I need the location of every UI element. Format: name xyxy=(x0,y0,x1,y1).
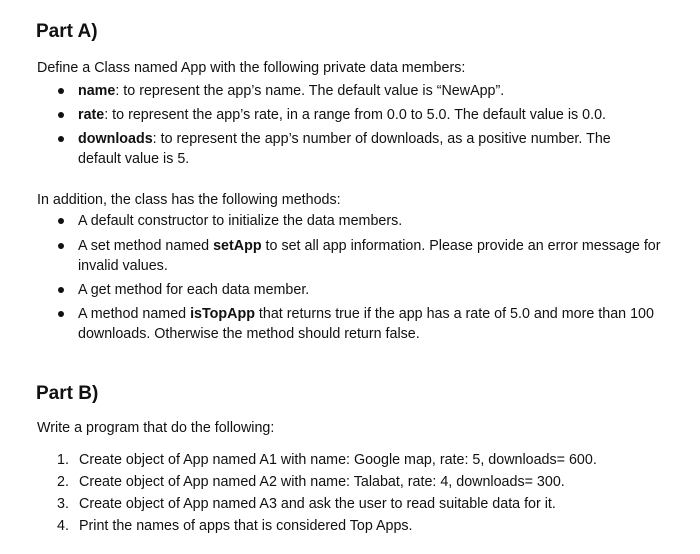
list-item-downloads: downloads: to represent the app’s number of downloads, as a positive number. The default value is 5. xyxy=(56,129,656,169)
steps-list xyxy=(57,450,677,536)
part-b-intro: Write a program that do the following: xyxy=(37,420,275,436)
methods-list xyxy=(56,211,686,344)
part-a-intro: Define a Class named App with the following private data members: xyxy=(37,60,466,76)
list-item-step-2: 2. Create object of App named A2 with name: Talabat, rate: 4, downloads= 300. xyxy=(57,474,565,490)
part-b-heading: Part B) xyxy=(36,383,99,404)
list-item-constructor: A default constructor to initialize the data members. xyxy=(56,211,686,231)
list-item-step-1: 1. Create object of App named A1 with name: Google map, rate: 5, downloads= 600. xyxy=(57,452,597,468)
list-item-getters: A get method for each data member. xyxy=(56,280,686,300)
methods-intro: In addition, the class has the following methods: xyxy=(37,192,341,208)
list-item-istopapp: A method named isTopApp that returns true if the app has a rate of 5.0 and more than 100 downloads. Otherwise the method should return false. xyxy=(56,304,686,344)
list-item-name: name: to represent the app’s name. The default value is “NewApp”. xyxy=(56,81,656,101)
list-item-rate: rate: to represent the app’s rate, in a range from 0.0 to 5.0. The default value is 0.0. xyxy=(56,105,656,125)
data-members-list xyxy=(56,81,656,169)
list-item-setapp: A set method named setApp to set all app information. Please provide an error message for invalid values. xyxy=(56,236,686,276)
part-a-heading: Part A) xyxy=(36,21,98,42)
list-item-step-4: 4. Print the names of apps that is considered Top Apps. xyxy=(57,518,413,534)
list-item-step-3: 3. Create object of App named A3 and ask the user to read suitable data for it. xyxy=(57,496,556,512)
